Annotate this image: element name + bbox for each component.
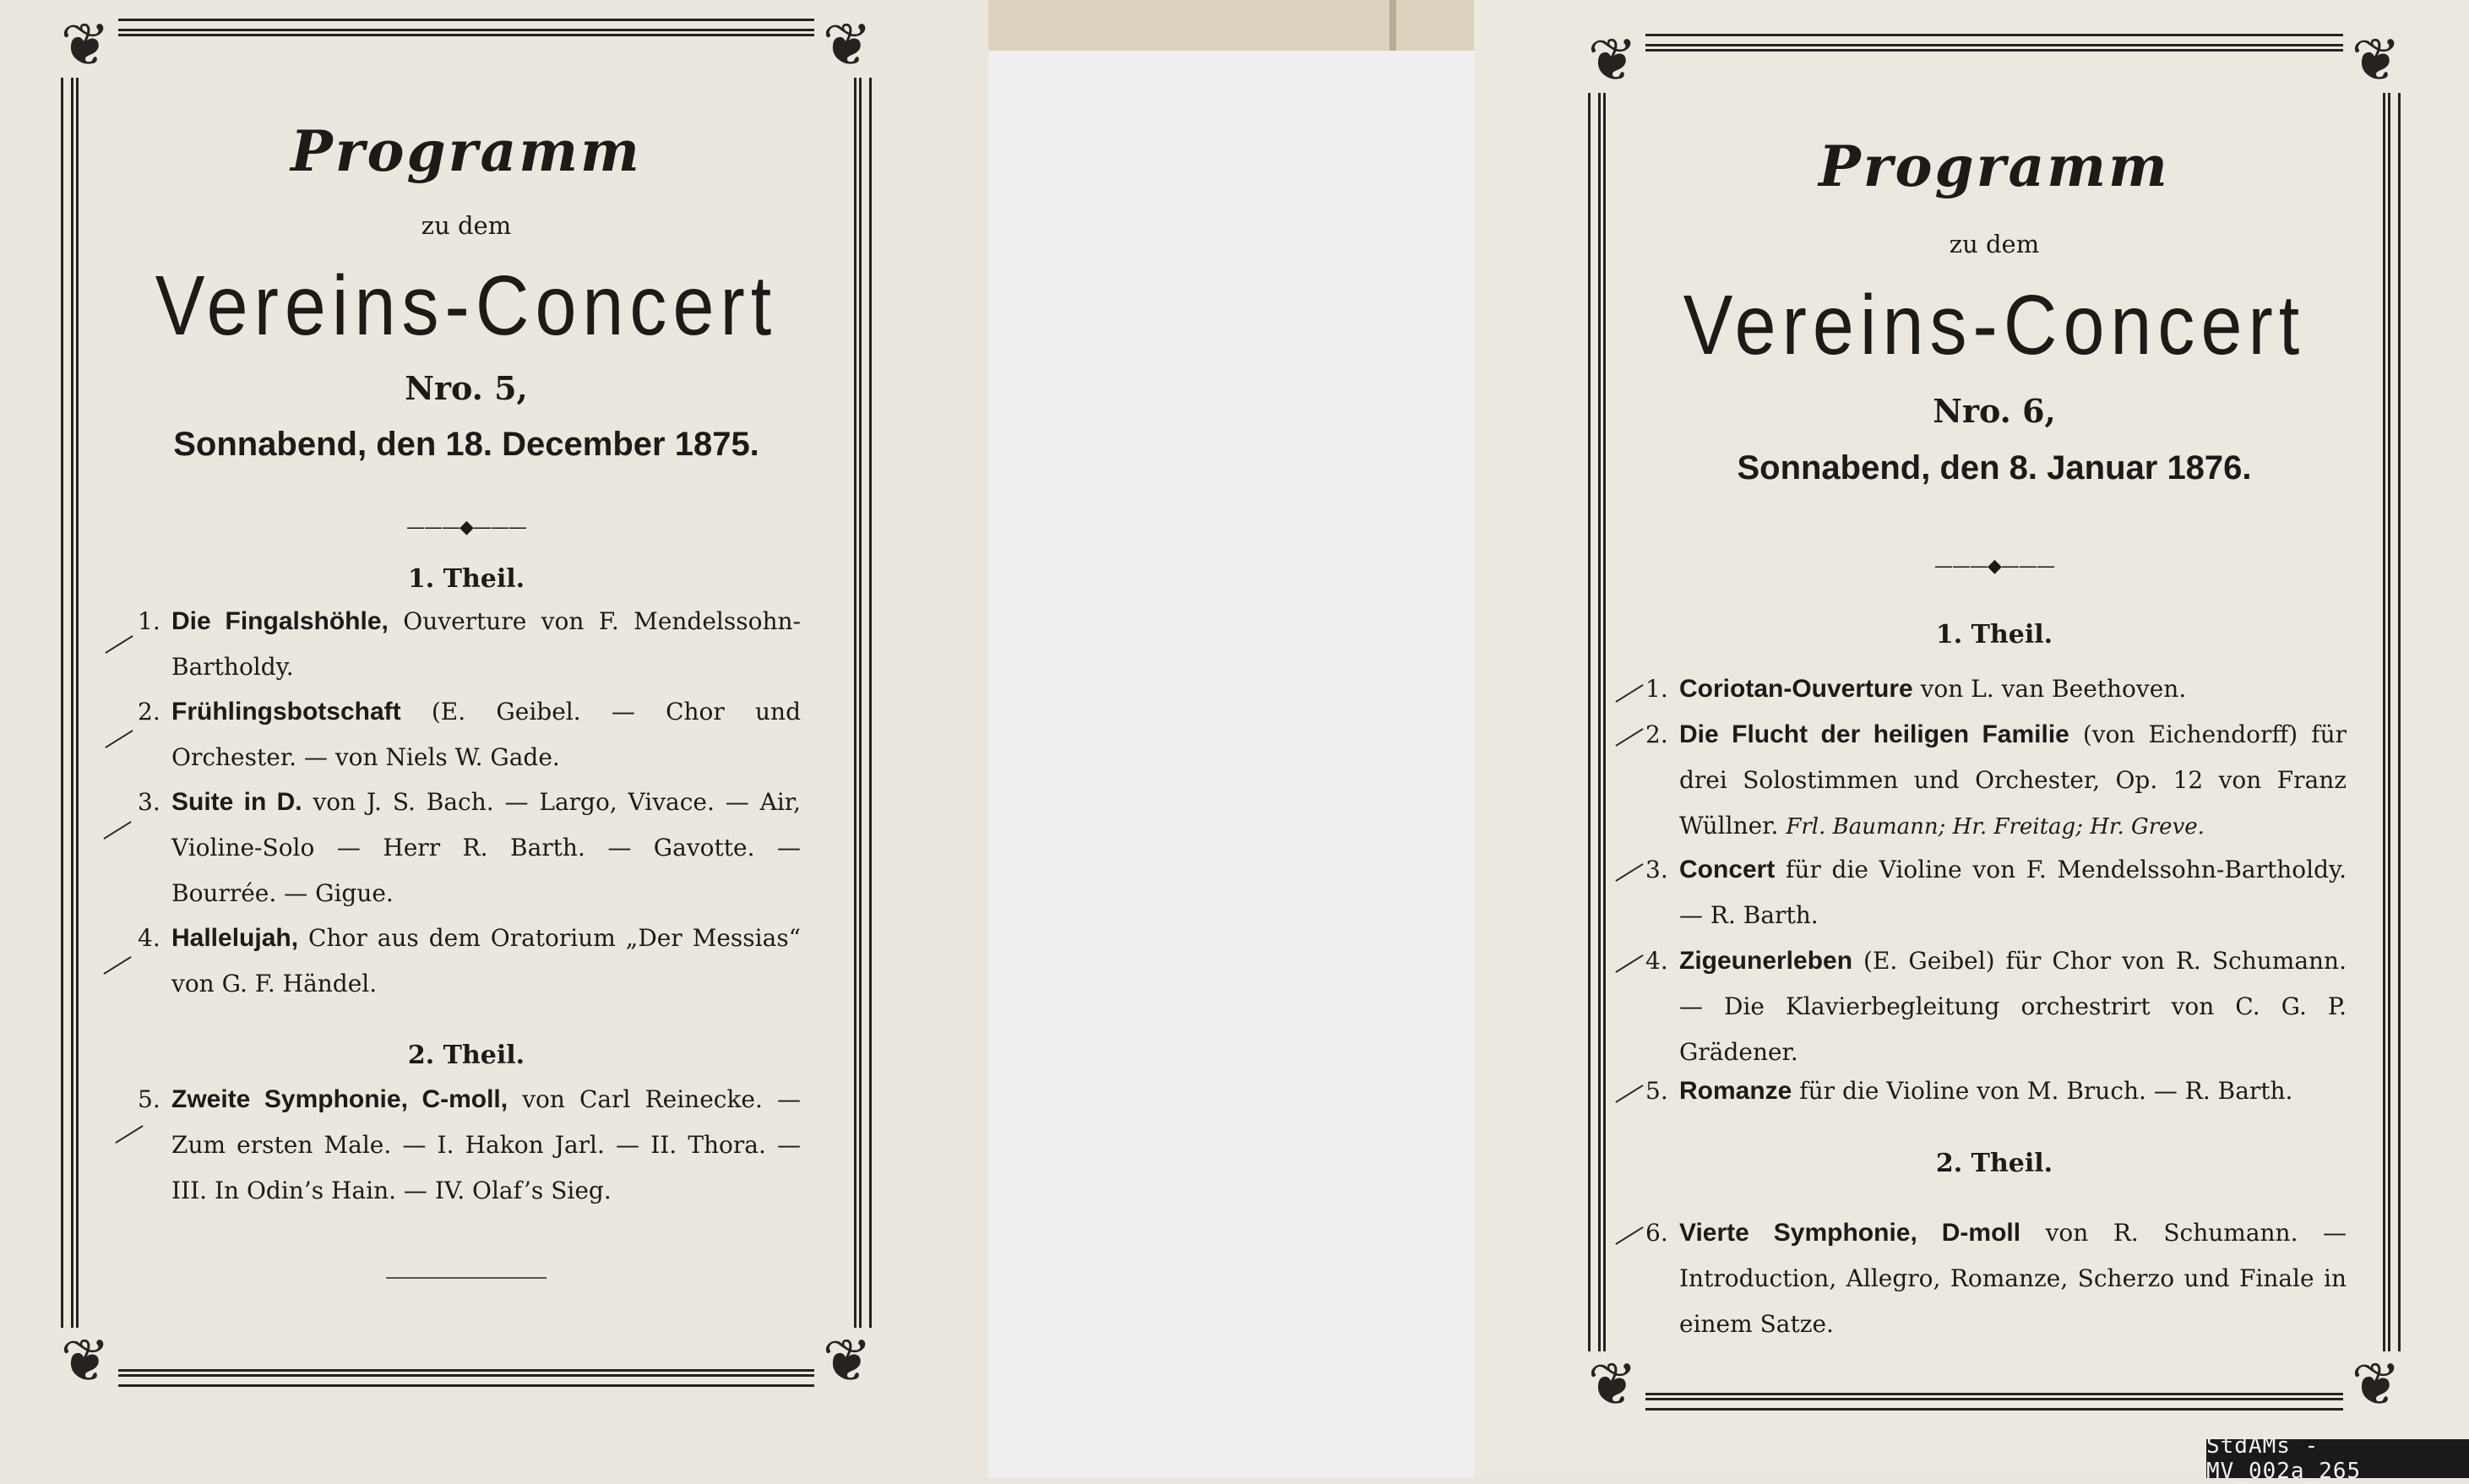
- work-details: (E. Geibel) für Chor von R. Schumann. — Die Klavierbegleitung orchestrirt von C. G. P. Grädener.: [1679, 947, 2347, 1066]
- part-one-heading: 1. Theil.: [407, 564, 525, 594]
- work-title: Vierte Symphonie, D-moll: [1679, 1219, 2021, 1247]
- concert-number: Nro. 6,: [1933, 392, 2056, 430]
- program-item-3: [138, 780, 801, 916]
- work-details: von R. Schumann. — Introduction, Allegro, Romanze, Scherzo und Finale in einem Satze.: [1679, 1219, 2347, 1338]
- concert-date: Sonnabend, den 8. Januar 1876.: [1737, 449, 2252, 487]
- program-item-5: [1645, 1068, 2347, 1114]
- program-item-6: [1645, 1210, 2347, 1347]
- concert-title: Vereins-Concert: [155, 258, 778, 353]
- corner-ornament: ❦: [1580, 27, 1645, 93]
- part-two-heading: 2. Theil.: [407, 1041, 525, 1070]
- corner-ornament: ❦: [1580, 1351, 1645, 1417]
- work-details: für die Violine von M. Bruch. — R. Barth.: [1792, 1077, 2293, 1105]
- work-details: Ouverture von F. Mendelssohn-Bartholdy.: [171, 607, 801, 681]
- work-title: Zigeunerleben: [1679, 947, 1853, 975]
- program-item-2: [138, 689, 801, 780]
- corner-ornament: ❦: [2343, 1351, 2409, 1417]
- work-details: von Carl Reinecke. — Zum ersten Male. — I. Hakon Jarl. — II. Thora. — III. In Odin’s Hain. — IV. Olaf’s Sieg.: [171, 1085, 801, 1204]
- concert-date: Sonnabend, den 18. December 1875.: [173, 426, 759, 463]
- program-item-4: [138, 916, 801, 1007]
- program-heading: Programm: [291, 118, 642, 184]
- work-title: Zweite Symphonie, C-moll,: [171, 1085, 508, 1113]
- item-number: 6.: [1645, 1219, 1668, 1247]
- blank-insert-sheet: [988, 51, 1474, 1478]
- program-subheading: zu dem: [421, 211, 512, 240]
- item-number: 3.: [1645, 856, 1668, 883]
- right-program: [1587, 25, 2401, 1419]
- closing-rule: [386, 1277, 547, 1279]
- work-title: Frühlingsbotschaft: [171, 698, 401, 726]
- archive-reference-label: StdAMs - MV_002a_265: [2206, 1439, 2469, 1478]
- program-subheading: zu dem: [1949, 230, 2040, 258]
- work-title: Coriotan-Ouverture: [1679, 675, 1913, 703]
- work-details: von J. S. Bach. — Largo, Vivace. — Air, Violine-Solo — Herr R. Barth. — Gavotte. — Bourrée. — Gigue.: [171, 788, 801, 907]
- work-details: von L. van Beethoven.: [1912, 675, 2187, 703]
- program-item-4: [1645, 938, 2347, 1075]
- item-number: 5.: [138, 1085, 160, 1113]
- work-title: Hallelujah,: [171, 924, 299, 952]
- item-number: 5.: [1645, 1077, 1668, 1105]
- program-item-3: [1645, 847, 2347, 938]
- item-number: 4.: [1645, 947, 1668, 975]
- work-details: (von Eichendorff) für drei Solostimmen und Orchester, Op. 12 von Franz Wüllner.: [1679, 720, 2347, 840]
- item-number: 1.: [1645, 675, 1668, 703]
- title-divider-ornament: ———◆———: [1934, 556, 2054, 577]
- corner-ornament: ❦: [52, 12, 118, 78]
- concert-title: Vereins-Concert: [1683, 278, 2306, 372]
- page-fold: [1389, 0, 1396, 51]
- work-title: Concert: [1679, 856, 1776, 883]
- item-number: 1.: [138, 607, 160, 635]
- program-item-2: [1645, 712, 2347, 850]
- corner-ornament: ❦: [52, 1328, 118, 1394]
- part-one-heading: 1. Theil.: [1935, 620, 2053, 650]
- corner-ornament: ❦: [814, 12, 880, 78]
- work-title: Romanze: [1679, 1077, 1792, 1105]
- item-number: 4.: [138, 924, 160, 952]
- work-details: für die Violine von F. Mendelssohn-Bartholdy. — R. Barth.: [1679, 856, 2347, 929]
- work-title: Die Flucht der heiligen Familie: [1679, 720, 2069, 748]
- program-heading: Programm: [1819, 133, 2170, 199]
- work-details: (E. Geibel. — Chor und Orchester. — von Niels W. Gade.: [171, 698, 801, 771]
- left-program: [60, 10, 873, 1395]
- program-item-5: [138, 1077, 801, 1214]
- item-number: 2.: [138, 698, 160, 726]
- item-number: 2.: [1645, 720, 1668, 748]
- part-two-heading: 2. Theil.: [1935, 1149, 2053, 1178]
- title-divider-ornament: ———◆———: [406, 517, 526, 538]
- program-item-1: [1645, 666, 2347, 712]
- corner-ornament: ❦: [2343, 27, 2409, 93]
- program-item-1: [138, 599, 801, 690]
- work-title: Die Fingalshöhle,: [171, 607, 389, 635]
- concert-number: Nro. 5,: [405, 369, 528, 407]
- work-details: Chor aus dem Oratorium „Der Messias“ von G. F. Händel.: [171, 924, 801, 997]
- corner-ornament: ❦: [814, 1328, 880, 1394]
- handwritten-performers-note: Frl. Baumann; Hr. Freitag; Hr. Greve.: [1786, 814, 2205, 840]
- underlying-page-strip: [988, 0, 1474, 51]
- work-title: Suite in D.: [171, 788, 302, 816]
- item-number: 3.: [138, 788, 160, 816]
